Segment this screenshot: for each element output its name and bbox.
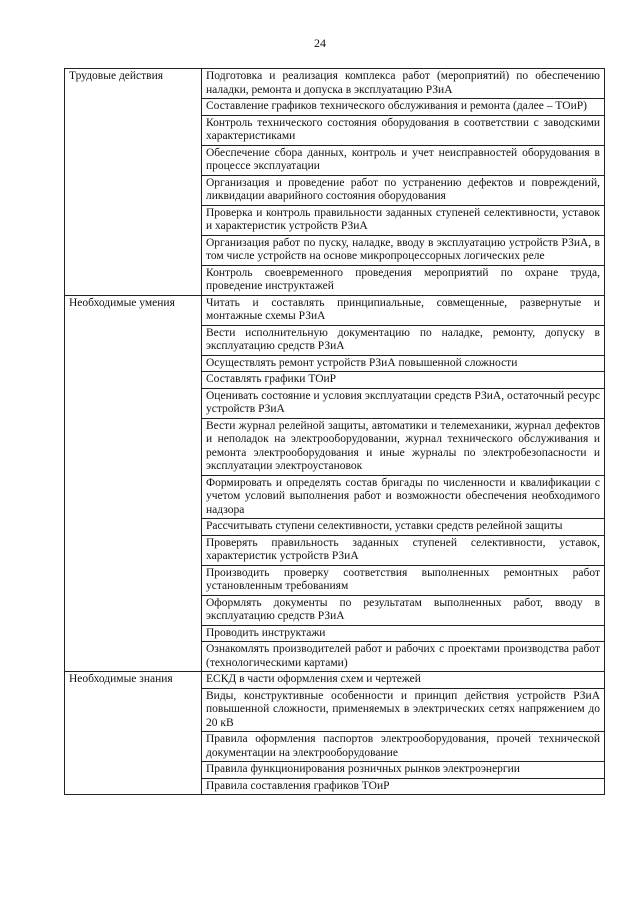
section-item: Организация работ по пуску, наладке, вводу в эксплуатацию устройств РЗиА, в том числе устройств на основе микропроцессорных логических реле <box>202 235 605 265</box>
section-item: Ознакомлять производителей работ и рабочих с проектами производства работ (технологическими картами) <box>202 642 605 672</box>
section-heading: Необходимые знания <box>65 672 202 795</box>
section-item: Проверять правильность заданных ступеней селективности, уставок, характеристик устройств РЗиА <box>202 535 605 565</box>
section-item: Контроль своевременного проведения мероприятий по охране труда, проведение инструктажей <box>202 265 605 295</box>
section-item: Обеспечение сбора данных, контроль и учет неисправностей оборудования в процессе эксплуатации <box>202 145 605 175</box>
section-item: Подготовка и реализация комплекса работ (мероприятий) по обеспечению наладки, ремонта и допуска в эксплуатацию РЗиА <box>202 69 605 99</box>
section-item: Рассчитывать ступени селективности, уставки средств релейной защиты <box>202 519 605 536</box>
section-item: ЕСКД в части оформления схем и чертежей <box>202 672 605 689</box>
section-item: Оформлять документы по результатам выполненных работ, вводу в эксплуатацию средств РЗиА <box>202 595 605 625</box>
table-row <box>65 672 605 689</box>
table-row <box>65 295 605 325</box>
section-item: Правила составления графиков ТОиР <box>202 778 605 795</box>
section-item: Правила оформления паспортов электрооборудования, прочей технической документации на электрооборудование <box>202 732 605 762</box>
section-item: Оценивать состояние и условия эксплуатации средств РЗиА, остаточный ресурс устройств РЗиА <box>202 388 605 418</box>
section-item: Проверка и контроль правильности заданных ступеней селективности, уставок и характеристик устройств РЗиА <box>202 205 605 235</box>
section-heading: Трудовые действия <box>65 69 202 296</box>
section-item: Организация и проведение работ по устранению дефектов и повреждений, ликвидации аварийного состояния оборудования <box>202 175 605 205</box>
section-item: Вести исполнительную документацию по наладке, ремонту, допуску в эксплуатацию средств РЗиА <box>202 325 605 355</box>
section-item: Составлять графики ТОиР <box>202 372 605 389</box>
section-item: Производить проверку соответствия выполненных ремонтных работ установленным требованиям <box>202 565 605 595</box>
section-item: Формировать и определять состав бригады по численности и квалификации с учетом условий выполнения работ и возможности обеспечения необходимого надзора <box>202 475 605 519</box>
section-item: Контроль технического состояния оборудования в соответствии с заводскими характеристиками <box>202 115 605 145</box>
section-item: Правила функционирования розничных рынков электроэнергии <box>202 762 605 779</box>
table-row <box>65 69 605 99</box>
section-heading: Необходимые умения <box>65 295 202 672</box>
section-item: Виды, конструктивные особенности и принцип действия устройств РЗиА повышенной сложности, применяемых в электрических сетях напряжением до 20 кВ <box>202 688 605 732</box>
qualification-table <box>64 68 605 795</box>
section-item: Читать и составлять принципиальные, совмещенные, развернутые и монтажные схемы РЗиА <box>202 295 605 325</box>
section-item: Составление графиков технического обслуживания и ремонта (далее – ТОиР) <box>202 99 605 116</box>
section-item: Вести журнал релейной защиты, автоматики и телемеханики, журнал дефектов и неполадок на электрооборудовании, журнал технического обслуживания и ремонта электрооборудования и иные журналы по электробезопасности и эксплуатации электроустановок <box>202 418 605 475</box>
section-item: Проводить инструктажи <box>202 625 605 642</box>
page-number: 24 <box>314 36 326 50</box>
section-item: Осуществлять ремонт устройств РЗиА повышенной сложности <box>202 355 605 372</box>
